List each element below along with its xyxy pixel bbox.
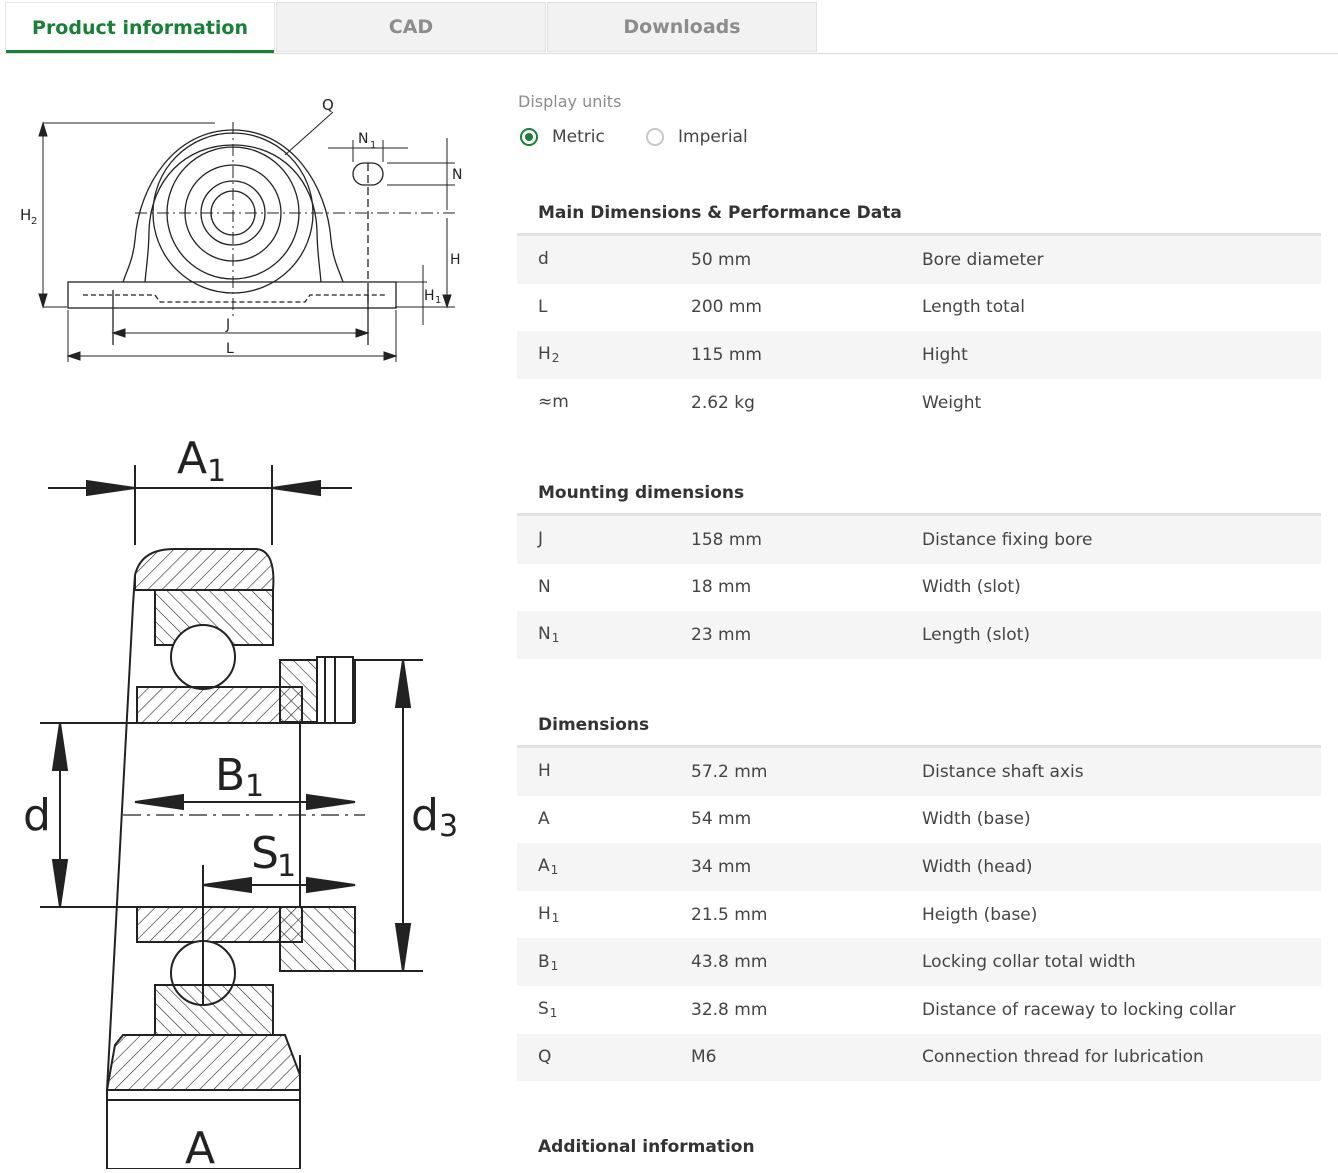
svg-text:1: 1	[207, 454, 227, 489]
section-title: Main Dimensions & Performance Data	[517, 193, 1321, 236]
table-row	[517, 236, 1321, 284]
label-d: d	[23, 790, 51, 841]
table-row: $A_1$ 34 mm Width (head)	[517, 843, 1321, 891]
description: Width (slot)	[922, 577, 1021, 598]
table-row	[517, 516, 1321, 564]
label-h2: H	[20, 206, 32, 224]
symbol: S	[538, 999, 549, 1020]
section-title: Additional information	[538, 1137, 755, 1157]
table-row: $S_1$ 32.8 mm Distance of raceway to locking collar	[517, 986, 1321, 1034]
symbol: N	[538, 576, 551, 597]
value: 200 mm	[691, 297, 762, 318]
symbol: Q	[538, 1046, 552, 1067]
label-s1: S	[251, 828, 279, 879]
section-mounting-dimensions	[517, 473, 1321, 659]
value: 2.62 kg	[691, 392, 755, 413]
tab-cad[interactable]: CAD	[276, 2, 546, 52]
svg-text:1: 1	[277, 849, 297, 884]
symbol: N	[538, 624, 551, 645]
table-row	[517, 379, 1321, 427]
section-dimensions	[517, 705, 1321, 1081]
table-row: $N_1$ 23 mm Length (slot)	[517, 611, 1321, 659]
section-title: Dimensions	[517, 705, 1321, 748]
label-n1: N	[358, 131, 369, 147]
metric-radio-label: Metric	[552, 127, 605, 147]
table-row	[517, 748, 1321, 796]
section-title: Mounting dimensions	[517, 473, 1321, 516]
symbol: H	[538, 904, 551, 925]
description: Heigth (base)	[922, 904, 1038, 925]
value: 34 mm	[691, 856, 752, 877]
symbol: H	[538, 344, 551, 365]
radio-unchecked-icon	[646, 128, 664, 146]
imperial-radio[interactable]	[646, 127, 748, 147]
symbol: B	[538, 951, 550, 972]
housing-dimension-drawing	[15, 90, 485, 380]
label-a: A	[185, 1123, 216, 1169]
description: Width (head)	[922, 856, 1033, 877]
value: 23 mm	[691, 624, 752, 645]
value: 43.8 mm	[691, 952, 768, 973]
label-d3: d	[411, 790, 439, 841]
label-a1: A	[177, 433, 208, 484]
description: Distance of raceway to locking collar	[922, 999, 1236, 1020]
display-units-label: Display units	[518, 92, 622, 111]
svg-text:1: 1	[435, 295, 442, 306]
bearing-section-drawing	[15, 425, 485, 1169]
label-b1: B	[215, 750, 246, 801]
svg-text:3: 3	[439, 809, 459, 844]
description: Distance shaft axis	[922, 761, 1084, 782]
symbol: J	[538, 529, 544, 550]
radio-checked-icon	[520, 128, 538, 146]
symbol: H	[538, 761, 551, 782]
symbol: L	[538, 296, 548, 317]
table-row	[517, 1034, 1321, 1082]
tab-downloads[interactable]: Downloads	[547, 2, 817, 52]
label-h1: H	[424, 288, 435, 304]
value: 21.5 mm	[691, 904, 768, 925]
description: Distance fixing bore	[922, 529, 1093, 550]
symbol: A	[538, 808, 550, 829]
description: Length (slot)	[922, 624, 1030, 645]
value: 158 mm	[691, 529, 762, 550]
value: 32.8 mm	[691, 999, 768, 1020]
label-h: H	[450, 252, 461, 268]
description: Width (base)	[922, 809, 1031, 830]
value: 115 mm	[691, 344, 762, 365]
svg-text:1: 1	[245, 769, 265, 804]
description: Connection thread for lubrication	[922, 1047, 1204, 1068]
metric-radio[interactable]	[520, 127, 605, 147]
svg-text:2: 2	[31, 216, 38, 227]
description: Bore diameter	[922, 249, 1044, 270]
symbol: d	[538, 249, 549, 270]
value: 54 mm	[691, 809, 752, 830]
value: 18 mm	[691, 577, 752, 598]
tab-product-information[interactable]: Product information	[5, 2, 275, 52]
label-n: N	[452, 167, 463, 183]
symbol: ≈m	[538, 392, 569, 413]
symbol: A	[538, 856, 550, 877]
value: 50 mm	[691, 249, 752, 270]
imperial-radio-label: Imperial	[678, 127, 748, 147]
section-additional-information	[517, 1127, 1321, 1167]
table-row: $B_1$ 43.8 mm Locking collar total width	[517, 938, 1321, 986]
svg-text:1: 1	[370, 140, 377, 151]
description: Weight	[922, 392, 982, 413]
section-main-dimensions	[517, 193, 1321, 426]
description: Locking collar total width	[922, 952, 1136, 973]
value: M6	[691, 1047, 717, 1068]
value: 57.2 mm	[691, 761, 768, 782]
tab-bar	[5, 2, 1338, 54]
label-j: J	[226, 317, 231, 333]
table-row: $H_2$ 115 mm Hight	[517, 331, 1321, 379]
description: Hight	[922, 344, 968, 365]
table-row	[517, 796, 1321, 844]
label-l: L	[226, 341, 234, 357]
description: Length total	[922, 297, 1025, 318]
table-row: $H_1$ 21.5 mm Heigth (base)	[517, 891, 1321, 939]
table-row	[517, 564, 1321, 612]
table-row	[517, 284, 1321, 332]
label-q: Q	[322, 96, 334, 114]
